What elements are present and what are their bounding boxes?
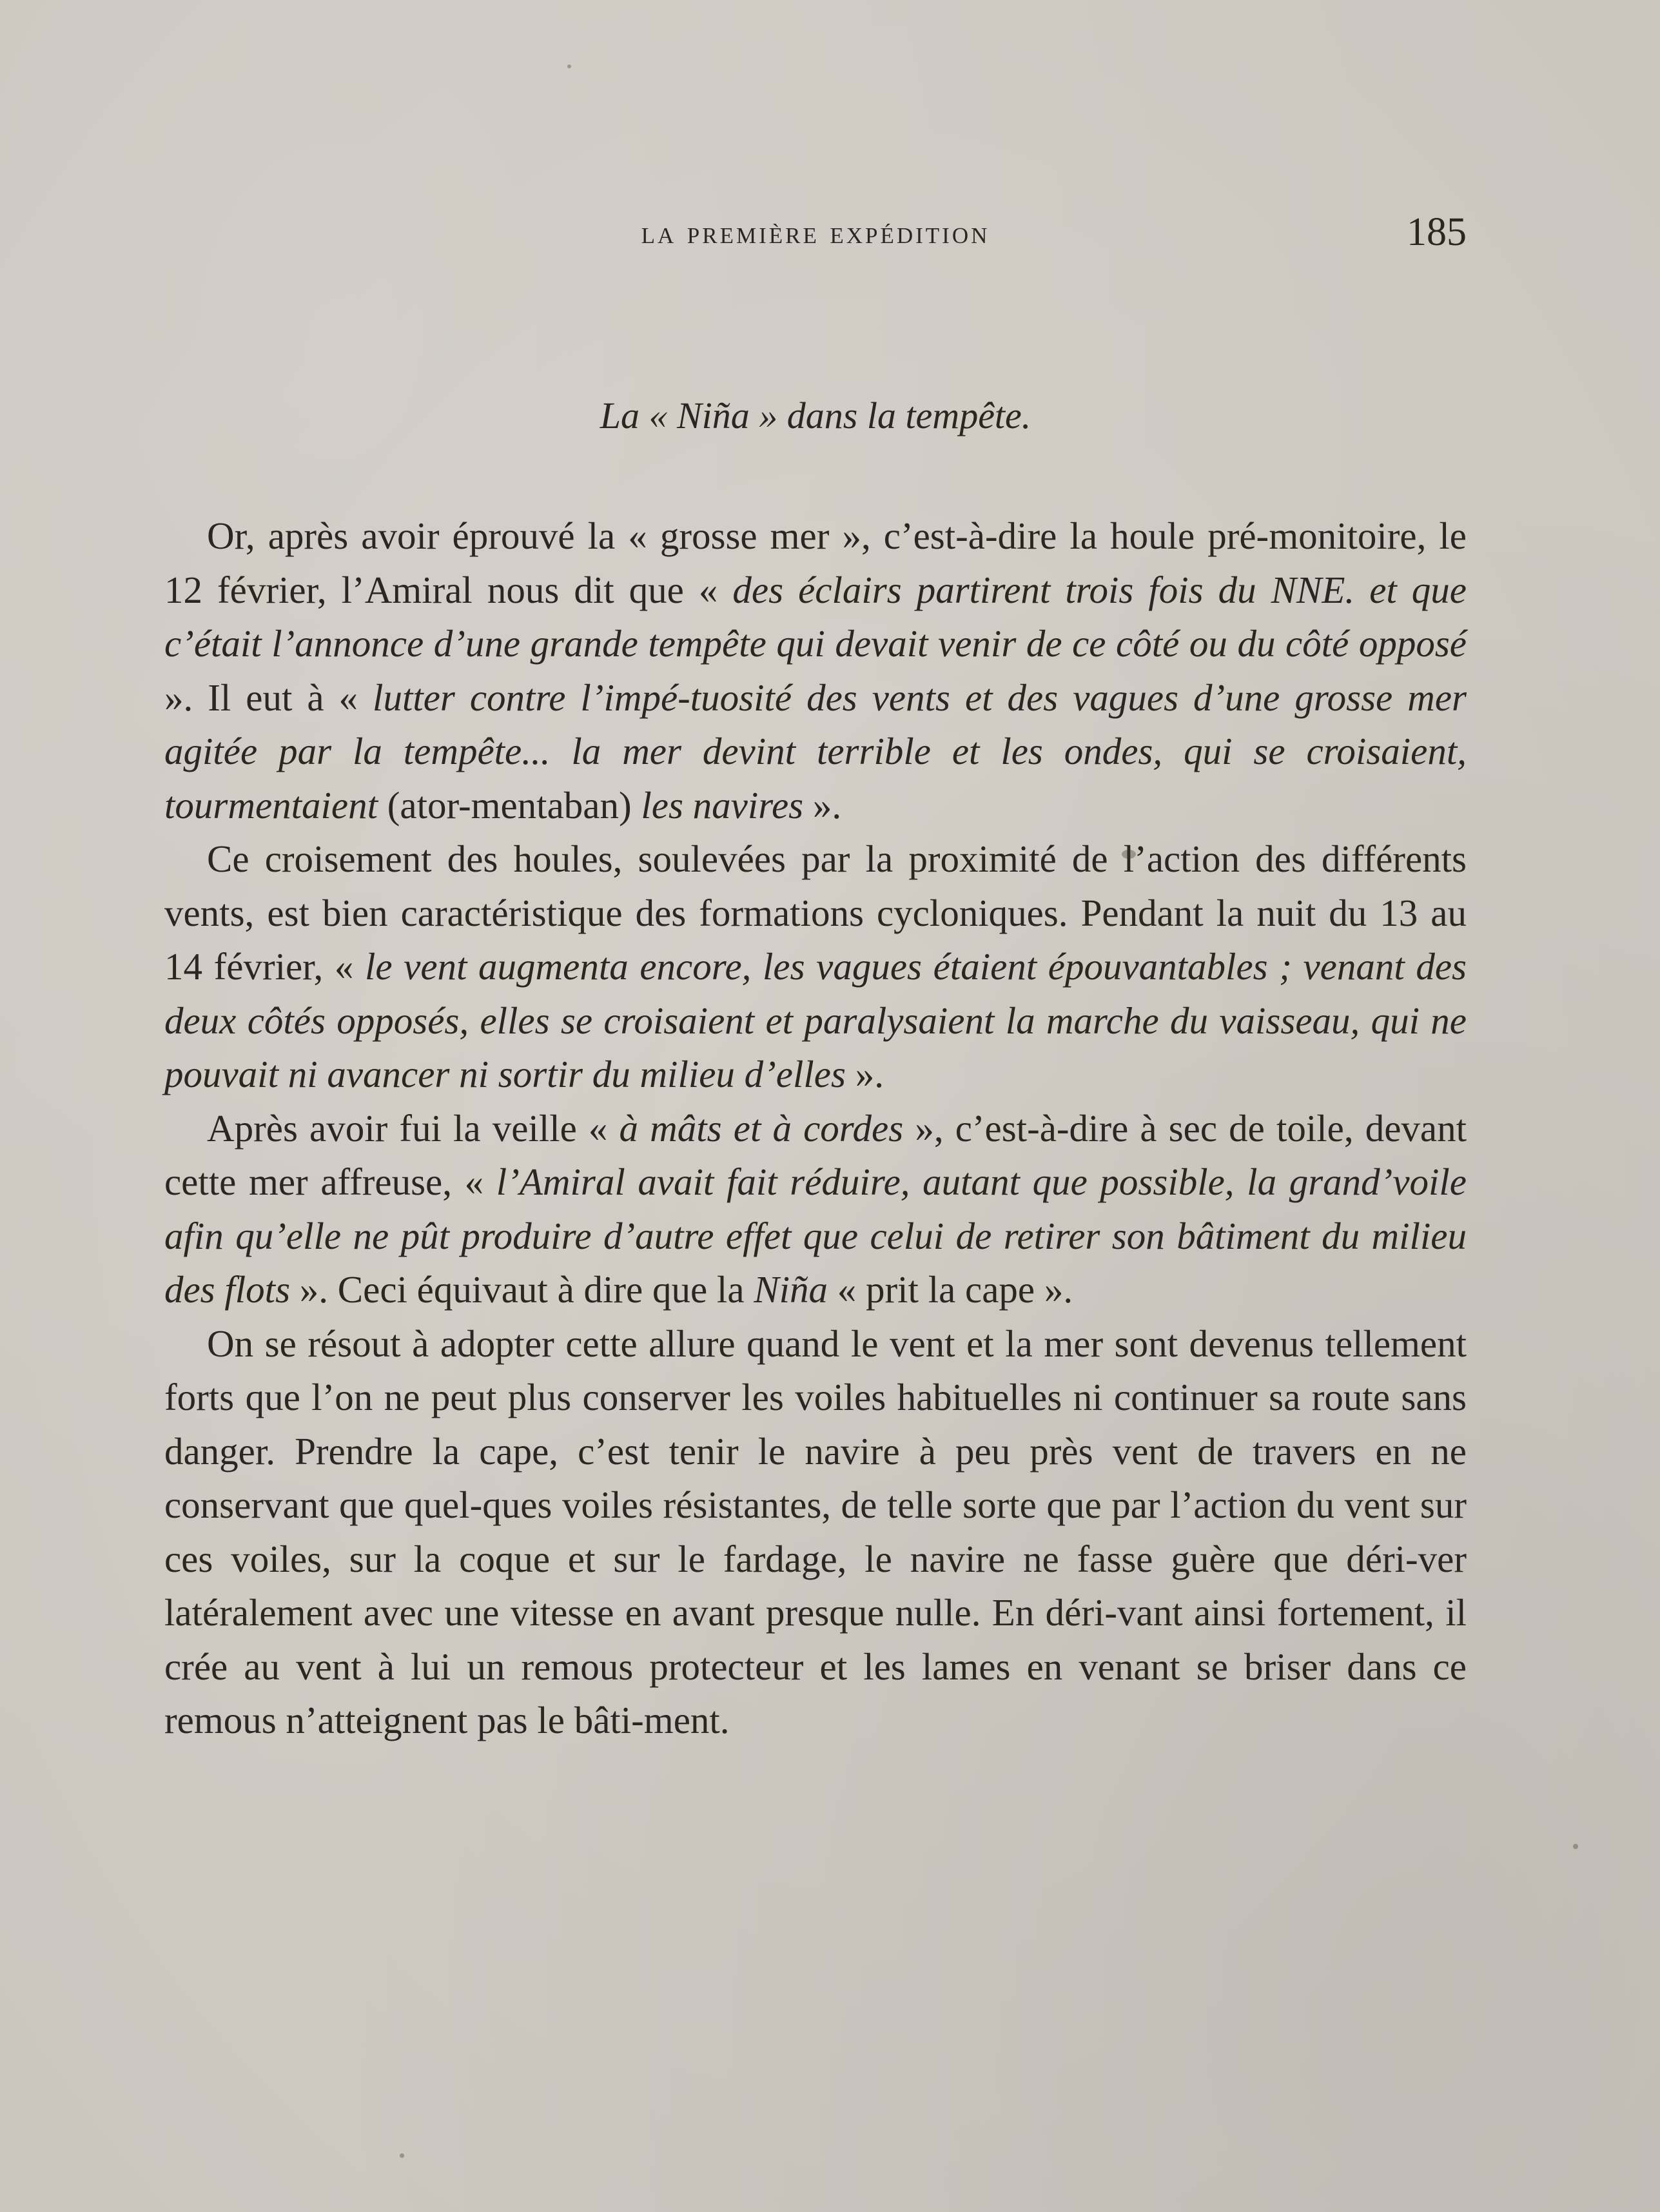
section-title: La « Niña » dans la tempête. [600, 395, 1031, 436]
running-title: la première expédition [641, 214, 990, 250]
quoted-italic-text: le vent augmenta encore, les vagues étaient épouvantables ; venant des deux côtés opposés, elles se croisaient et paralysaient la marche du vaisseau, qui ne pouvait ni avancer ni sortir du milieu d’elles [164, 945, 1467, 1095]
paragraph-3 [164, 1102, 1467, 1317]
text-segment: », c’est-à-dire à sec de toile, devant cette mer affreuse, « [164, 1106, 1467, 1203]
text-segment: ». [803, 783, 842, 827]
paper-speck [400, 2153, 404, 2158]
quoted-italic-text: l’Amiral avait fait réduire, autant que possible, la grand’voile afin qu’elle ne pût produire d’autre effet que celui de retirer son bâtiment du milieu des flots [164, 1160, 1467, 1311]
page-number: 185 [1407, 210, 1467, 254]
text-segment: Or, après avoir éprouvé la « grosse mer », c’est-à-dire la houle pré-monitoire, le 12 février, l’Amiral nous dit que « [164, 514, 1467, 611]
quoted-italic-text: les navires [641, 783, 804, 827]
running-head [164, 206, 1467, 258]
text-segment: ». Ceci équivaut à dire que la [290, 1268, 754, 1311]
quoted-italic-text: à mâts et à cordes [619, 1106, 904, 1150]
ship-name-italic: Niña [754, 1268, 828, 1311]
quoted-italic-text: des éclairs partirent trois fois du NNE. et que c’était l’annonce d’une grande tempête qui devait venir de ce côté ou du côté opposé [164, 568, 1467, 665]
text-segment: Ce croisement des houles, soulevées par la proximité de l’action des différents vents, est bien caractéristique des formations cycloniques. Pendant la nuit du 13 au 14 février, « [164, 837, 1467, 988]
paragraph-4 [164, 1317, 1467, 1748]
text-segment: On se résout à adopter cette allure quand le vent et la mer sont devenus tellement forts que l’on ne peut plus conserver les voiles habituelles ni continuer sa route sans danger. Prendre la cape, c’est tenir le navire à peu près vent de travers en ne conservant que quel-ques voiles résistantes, de telle sorte que par l’action du vent sur ces voiles, sur la coque et sur le fardage, le navire ne fasse guère que déri-ver latéralement avec une vitesse en avant presque nulle. En déri-vant ainsi fortement, il crée au vent à lui un remous protecteur et les lames en venant se briser dans ce remous n’atteignent pas le bâti-ment. [164, 1322, 1467, 1741]
text-segment: « prit la cape ». [828, 1268, 1073, 1311]
text-segment: Après avoir fui la veille « [207, 1106, 620, 1150]
body-text [164, 509, 1467, 1748]
text-segment: (ator-mentaban) [378, 783, 641, 827]
paper-speck [567, 64, 571, 68]
text-segment: ». [845, 1053, 884, 1095]
paper-speck [1573, 1844, 1578, 1849]
paragraph-1 [164, 509, 1467, 832]
quoted-italic-text: lutter contre l’impé-tuosité des vents et des vagues d’une grosse mer agitée par la tempête... la mer devint terrible et les ondes, qui se croisaient, tourmentaient [164, 676, 1467, 827]
paragraph-2 [164, 832, 1467, 1102]
paper-speck [1122, 850, 1136, 859]
text-segment: ». Il eut à « [164, 676, 373, 719]
